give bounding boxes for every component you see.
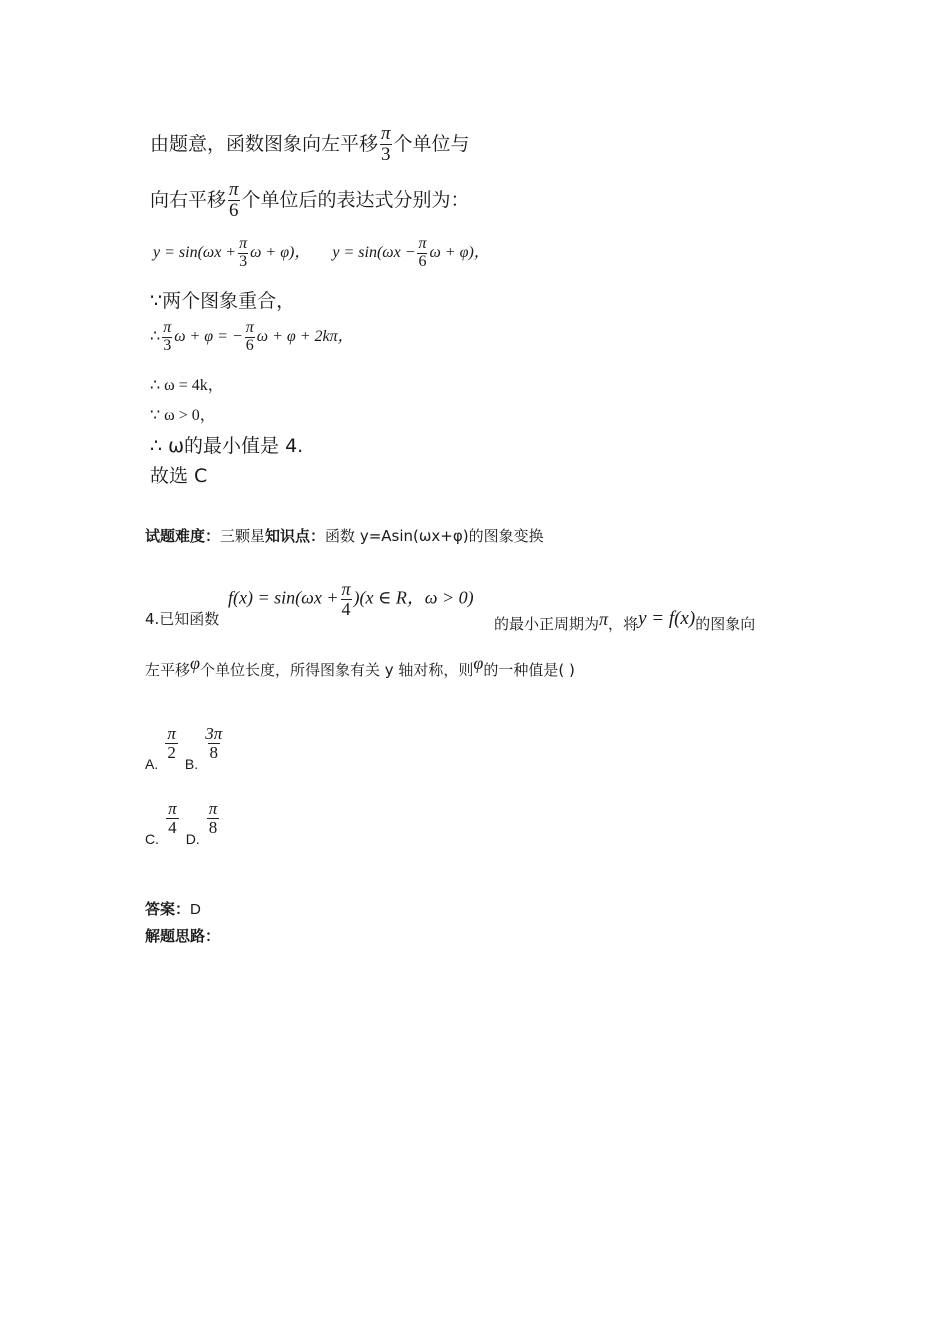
option-c-value[interactable]: $\frac{\pi}{4}$ — [168, 799, 177, 837]
question-line-2: 左平移φ个单位长度，所得图象有关 y 轴对称，则φ的一种值是( ) — [145, 653, 575, 679]
fraction-expr1: $\frac{\pi}{3}$ — [239, 235, 248, 270]
option-d-value[interactable]: $\frac{\pi}{8}$ — [208, 799, 218, 837]
option-d-label[interactable]: D. — [185, 831, 200, 847]
question-prefix: 4.已知函数 — [145, 610, 220, 628]
question-meta: 试题难度：三颗星知识点：函数 y=Asin(ωx+φ)的图象变换 — [145, 527, 544, 545]
solution-line-8: ∴ ω的最小值是 4. — [150, 435, 304, 457]
fraction-expr2: $\frac{\pi}{6}$ — [418, 235, 427, 270]
options-row-cd — [145, 799, 219, 847]
solution-expressions: y = sin(ωx + $\frac{\pi}{3}$ ω + φ)， y = sin(ωx − $\frac{\pi}{6}$ ω + φ)， — [153, 235, 490, 270]
option-b-value[interactable]: $\frac{3\pi}{8}$ — [205, 724, 223, 762]
solution-line-7: ∵ ω > 0， — [150, 407, 216, 424]
solution-line-6: ∴ ω = 4k， — [150, 377, 224, 394]
option-c-label[interactable]: C. — [145, 831, 159, 847]
option-b-label[interactable]: B. — [184, 756, 199, 772]
solution-line-9: 故选 C — [150, 465, 208, 487]
solution-line-2: 向右平移 $\frac{\pi}{6}$ 个单位后的表达式分别为： — [150, 179, 470, 221]
solution-line-4: ∵两个图象重合， — [150, 290, 296, 312]
fraction-pi-over-3: $\frac{\pi}{3}$ — [381, 123, 391, 165]
analysis-label: 解题思路： — [145, 927, 221, 945]
fraction-pi-over-4: $\frac{\pi}{4}$ — [341, 579, 351, 619]
question-line-1-rest: 的最小正周期为π，将y = f(x)的图象向 — [494, 608, 756, 633]
solution-line-5: ∴ $\frac{\pi}{3}$ ω + φ = − $\frac{\pi}{6}$ ω + φ + 2kπ， — [150, 319, 354, 354]
question-function: f(x) = sin(ωx + $\frac{\pi}{4}$ )(x ∈ R，ω > 0) — [228, 579, 474, 619]
option-a-value[interactable]: $\frac{\pi}{2}$ — [167, 724, 176, 762]
options-row-ab — [145, 724, 222, 772]
solution-line-1: 由题意，函数图象向左平移 $\frac{\pi}{3}$ 个单位与 — [150, 123, 470, 165]
fraction-line5-b: $\frac{\pi}{6}$ — [245, 319, 254, 354]
fraction-pi-over-6: $\frac{\pi}{6}$ — [229, 179, 239, 221]
option-a-label[interactable]: A. — [145, 756, 159, 772]
answer-line: 答案：D — [145, 900, 201, 918]
fraction-line5-a: $\frac{\pi}{3}$ — [163, 319, 172, 354]
